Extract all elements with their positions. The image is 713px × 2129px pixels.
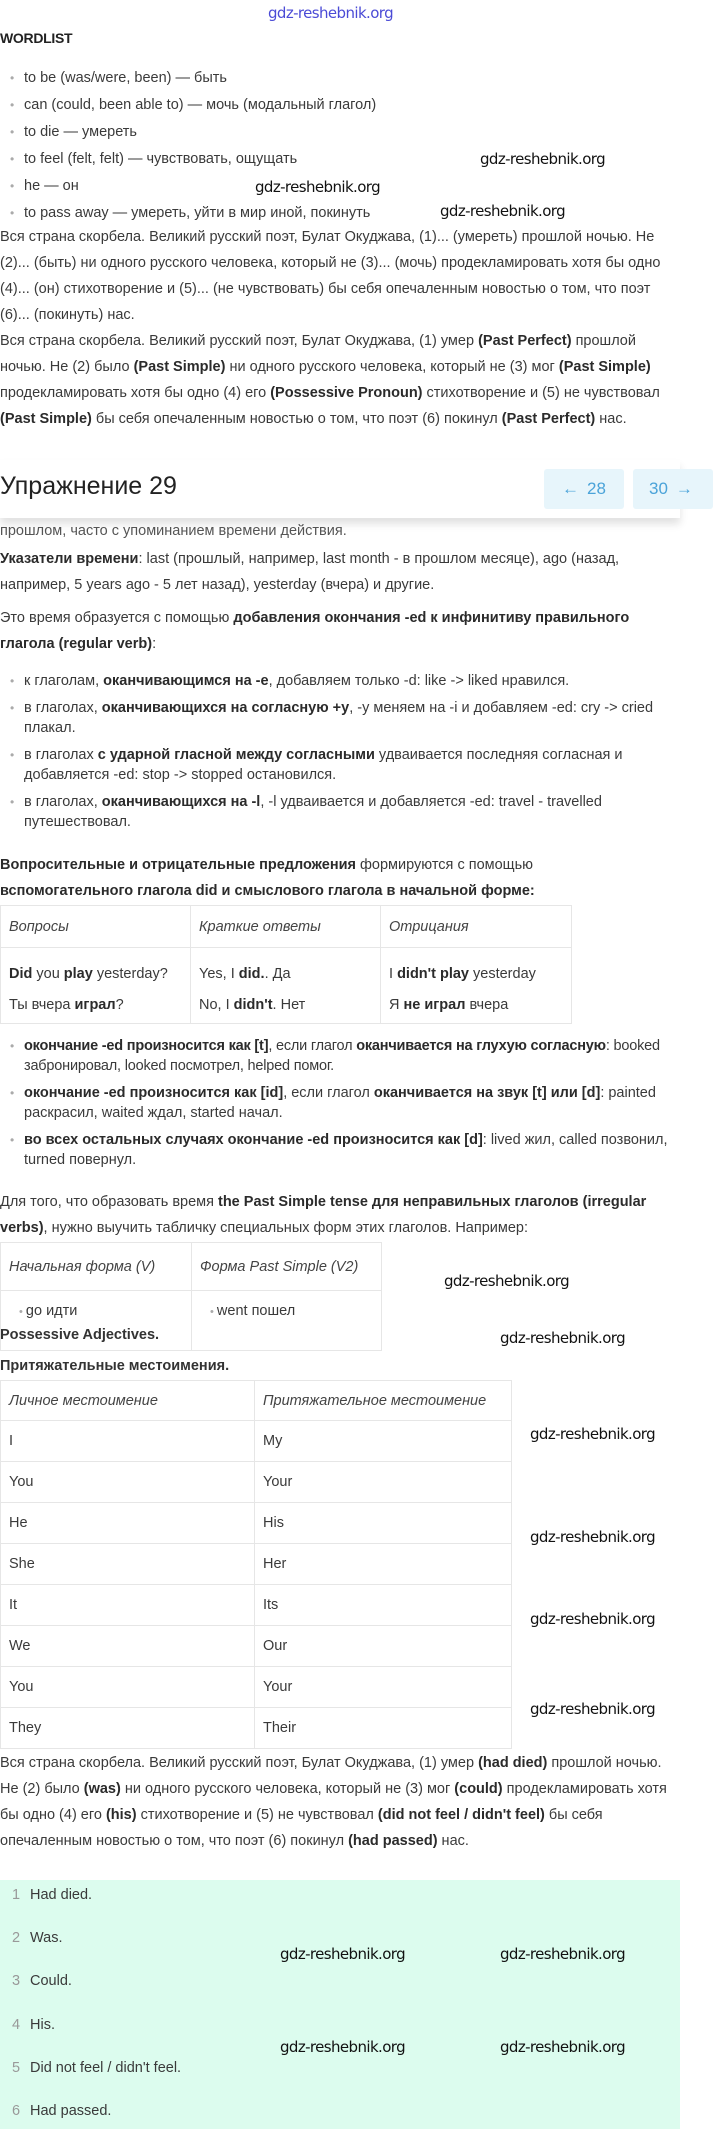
task-text: Вся страна скорбела. Великий русский поэт, Булат Окуджава, (1)... (умереть) прошлой ночью. Не (2)... (быть) ни одного русского человека, который не (3)... (мочь) продекламировать хотя бы одно (4)... (он) стихотворение и (5)... (не чувствовать) бы себя опечаленным новостью о том, что поэт (6)... (покинуть) нас. bbox=[0, 229, 661, 323]
pronunciation-rules bbox=[0, 1036, 680, 1170]
list-item: • к глаголам, оканчивающимся на -e, добавляем только -d: like -> liked нравился. bbox=[0, 671, 670, 691]
list-item: • to pass away — умереть, уйти в мир иной, покинуть bbox=[0, 203, 680, 223]
answer-text: Was. bbox=[30, 1930, 63, 1947]
watermark: gdz-reshebnik.org bbox=[444, 1272, 569, 1290]
watermark: gdz-reshebnik.org bbox=[280, 1945, 405, 1963]
answer-text: Had died. bbox=[30, 1887, 93, 1903]
answer-number: 6 bbox=[12, 2103, 21, 2119]
analysis-text: Вся страна скорбела. Великий русский поэт, Булат Окуджава, (1) умер (Past Perfect) прошлой ночью. Не (2) было (Past Simple) ни одного русского человека, который не (3) мог (Past Simple) продекламировать хотя бы одно (4) его (Possessive Pronoun) стихотворение и (5) не чувствовал (Past Simple) бы себя опечаленным новостью о том, что поэт (6) покинул (Past Perfect) нас. bbox=[0, 333, 660, 427]
table-cell: It bbox=[1, 1585, 255, 1626]
table-row bbox=[1, 1503, 512, 1544]
table-cell: Our bbox=[255, 1626, 512, 1667]
watermark: gdz-reshebnik.org bbox=[500, 2038, 625, 2056]
answer-text: Did not feel / didn't feel. bbox=[30, 2059, 182, 2076]
answer-text: Had passed. bbox=[30, 2103, 112, 2119]
questions-text: Вопросительные и отрицательные предложения формируются с помощью вспомогательного глагола did и смыслового глагола в начальной форме: bbox=[0, 857, 535, 899]
watermark: gdz-reshebnik.org bbox=[255, 178, 380, 196]
answer-number: 3 bbox=[12, 1973, 21, 1990]
irregular-table-wrap bbox=[0, 1242, 680, 1322]
exercise-header bbox=[0, 460, 693, 518]
next-exercise-button[interactable]: 30 → bbox=[633, 469, 713, 509]
table-cell: You bbox=[1, 1462, 255, 1503]
watermark: gdz-reshebnik.org bbox=[500, 1329, 625, 1347]
arrow-left-icon: ← bbox=[562, 479, 580, 498]
table-row bbox=[1, 1667, 512, 1708]
table-row bbox=[1, 1626, 512, 1667]
table-row bbox=[1, 1585, 512, 1626]
table-header: Личное местоимение bbox=[1, 1381, 255, 1421]
table-row: Ты вчера играл? No, I didn't. Нет Я не играл вчера bbox=[1, 988, 572, 1024]
table-row bbox=[1, 1544, 512, 1585]
table-row bbox=[1, 1708, 512, 1749]
answer-item bbox=[12, 1929, 63, 1947]
answer-number: 2 bbox=[12, 1930, 21, 1947]
table-row bbox=[1, 1421, 512, 1462]
table-row bbox=[1, 1462, 512, 1503]
answer-item bbox=[12, 2016, 55, 2034]
answer-text: His. bbox=[30, 2016, 55, 2033]
list-item: • в глаголах с ударной гласной между согласными удваивается последняя согласная и добавляется -ed: stop -> stopped остановился. bbox=[0, 745, 670, 785]
page-title: Упражнение 29 bbox=[0, 472, 177, 500]
table-cell: You bbox=[1, 1667, 255, 1708]
watermark: gdz-reshebnik.org bbox=[500, 1945, 625, 1963]
table-cell: Their bbox=[255, 1708, 512, 1749]
table-cell: My bbox=[255, 1421, 512, 1462]
answer-item bbox=[12, 2059, 181, 2077]
table-cell: His bbox=[255, 1503, 512, 1544]
answer-number: 5 bbox=[12, 2059, 21, 2076]
possessive-title: Possessive Adjectives. bbox=[0, 1327, 160, 1343]
table-row: Did you play yesterday? Yes, I did.. Да I didn't play yesterday bbox=[1, 948, 572, 988]
watermark: gdz-reshebnik.org bbox=[268, 4, 393, 22]
watermark: gdz-reshebnik.org bbox=[530, 1528, 655, 1546]
table-cell: I bbox=[1, 1421, 255, 1462]
arrow-right-icon: → bbox=[675, 479, 693, 498]
wordlist bbox=[0, 68, 680, 223]
table-cell: They bbox=[1, 1708, 255, 1749]
list-item: • окончание -ed произносится как [id], если глагол оканчивается на звук [t] или [d]: painted раскрасил, waited ждал, started начал. bbox=[0, 1083, 676, 1123]
answer-item bbox=[12, 1972, 72, 1990]
table-cell: Your bbox=[255, 1462, 512, 1503]
theory-cut-line: прошлом, часто с упоминанием времени действия. bbox=[0, 523, 347, 539]
spelling-rules bbox=[0, 671, 680, 832]
watermark: gdz-reshebnik.org bbox=[480, 150, 605, 168]
answer-text: Could. bbox=[30, 1973, 72, 1990]
irregular-text: Для того, что образовать время the Past Simple tense для неправильных глаголов (irregular verbs), нужно выучить табличку специальных форм этих глаголов. Например: bbox=[0, 1194, 647, 1236]
final-text: Вся страна скорбела. Великий русский поэт, Булат Окуджава, (1) умер (had died) прошлой ночью. Не (2) было (was) ни одного русского человека, который не (3) мог (could) продекламировать хотя бы одно (4) его (his) стихотворение и (5) не чувствовал (did not feel / didn't feel) бы себя опечаленным новостью о том, что поэт (6) покинул (had passed) нас. bbox=[0, 1755, 667, 1849]
answer-item bbox=[12, 1886, 92, 1904]
table-header: Притяжательное местоимение bbox=[255, 1381, 512, 1421]
table-header: Отрицания bbox=[381, 906, 572, 948]
answer-item bbox=[12, 2102, 111, 2120]
list-item: • to be (was/were, been) — быть bbox=[0, 68, 680, 88]
time-markers: Указатели времени: last (прошлый, например, last month - в прошлом месяце), ago (назад, например, 5 years ago - 5 лет назад), yesterday (вчера) и другие. bbox=[0, 551, 620, 593]
table-cell: Its bbox=[255, 1585, 512, 1626]
possessive-table bbox=[0, 1380, 512, 1749]
did-table bbox=[0, 905, 572, 1024]
answer-number: 4 bbox=[12, 2016, 21, 2033]
watermark: gdz-reshebnik.org bbox=[440, 202, 565, 220]
possessive-subtitle: Притяжательные местоимения. bbox=[0, 1358, 230, 1374]
table-row: • go идти • went пошел bbox=[1, 1291, 382, 1351]
watermark: gdz-reshebnik.org bbox=[280, 2038, 405, 2056]
table-header: Краткие ответы bbox=[191, 906, 381, 948]
table-header: Начальная форма (V) bbox=[1, 1243, 192, 1291]
prev-exercise-button[interactable]: ← 28 bbox=[544, 469, 624, 509]
list-item: • to die — умереть bbox=[0, 122, 680, 142]
list-item: • во всех остальных случаях окончание -ed произносится как [d]: lived жил, called позвонил, turned повернул. bbox=[0, 1130, 676, 1170]
formation-text: Это время образуется с помощью добавления окончания -ed к инфинитиву правильного глагола (regular verb): bbox=[0, 610, 630, 652]
list-item: • в глаголах, оканчивающихся на согласную +y, -y меняем на -i и добавляем -ed: cry -> cried плакал. bbox=[0, 698, 670, 738]
list-item: • окончание -ed произносится как [t], если глагол оканчивается на глухую согласную: booked забронировал, looked посмотрел, helped помог. bbox=[0, 1036, 676, 1076]
watermark: gdz-reshebnik.org bbox=[530, 1700, 655, 1718]
table-header: Форма Past Simple (V2) bbox=[192, 1243, 382, 1291]
answers-box bbox=[0, 1880, 680, 2129]
answer-number: 1 bbox=[12, 1887, 21, 1903]
list-item: • to feel (felt, felt) — чувствовать, ощущать bbox=[0, 149, 680, 169]
table-cell: Her bbox=[255, 1544, 512, 1585]
table-cell: We bbox=[1, 1626, 255, 1667]
watermark: gdz-reshebnik.org bbox=[530, 1610, 655, 1628]
table-cell: She bbox=[1, 1544, 255, 1585]
wordlist-title: WORDLIST bbox=[0, 30, 73, 46]
list-item: • can (could, been able to) — мочь (модальный глагол) bbox=[0, 95, 680, 115]
table-cell: He bbox=[1, 1503, 255, 1544]
list-item: • he — он bbox=[0, 176, 680, 196]
list-item: • в глаголах, оканчивающихся на -l, -l удваивается и добавляется -ed: travel - travelled путешествовал. bbox=[0, 792, 670, 832]
table-header: Вопросы bbox=[1, 906, 191, 948]
table-cell: Your bbox=[255, 1667, 512, 1708]
watermark: gdz-reshebnik.org bbox=[530, 1425, 655, 1443]
